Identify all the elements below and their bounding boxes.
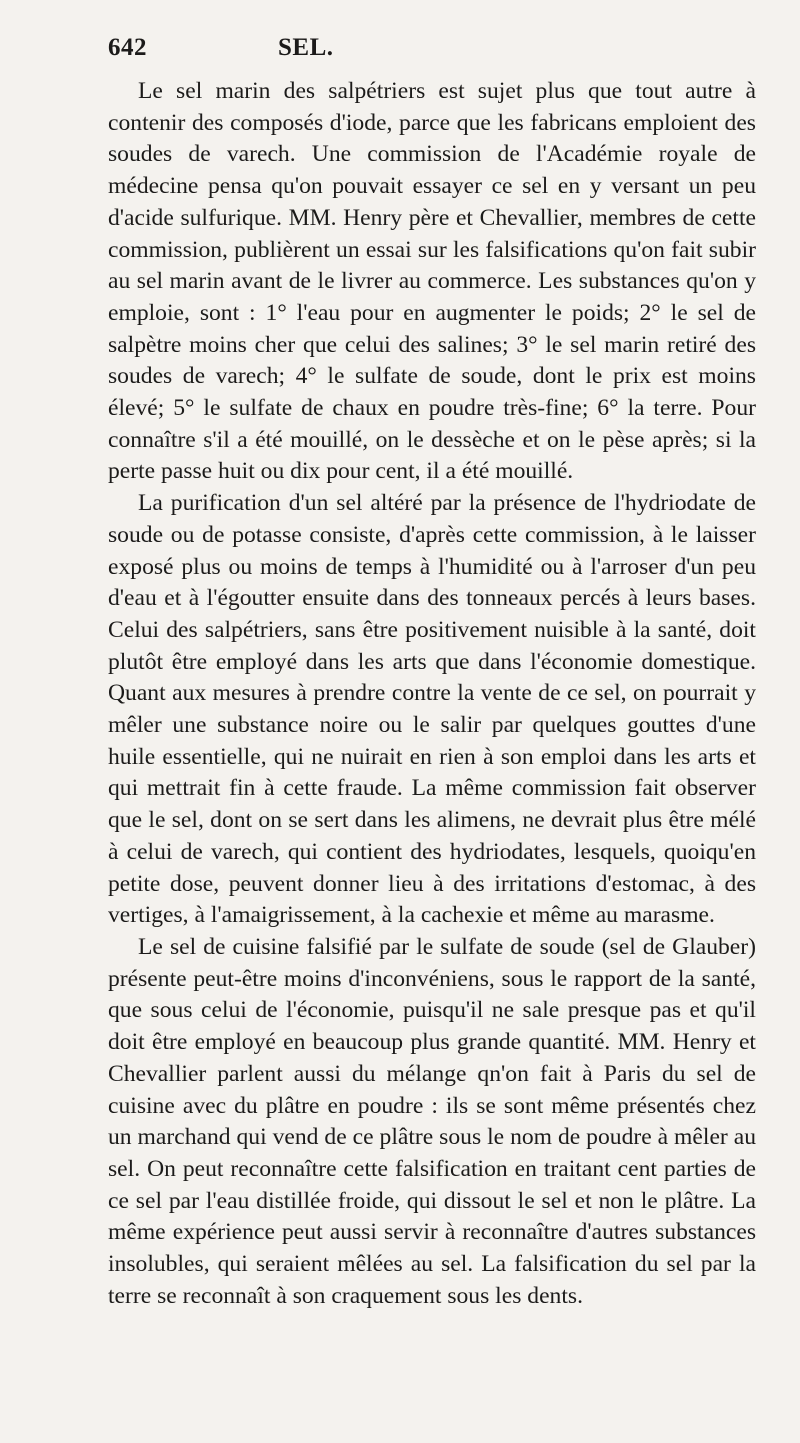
paragraph-falsifications: Le sel marin des salpétriers est sujet plus que tout autre à contenir des composés d'iode, parce que les fabricans emploient des soudes de varech. Une commission de l'Académie royale de médecine pensa qu'on pouvait essayer ce sel en y versant un peu d'acide sulfurique. MM. Henry père et Chevallier, membres de cette commission, publièrent un essai sur les falsifications qu'on fait subir au sel marin avant de le livrer au commerce. Les substances qu'on y emploie, sont : 1° l'eau pour en augmenter le poids; 2° le sel de salpètre moins cher que celui des salines; 3° le sel marin retiré des soudes de varech; 4° le sulfate de soude, dont le prix est moins élevé; 5° le sulfate de chaux en poudre très-fine; 6° la terre. Pour connaître s'il a été mouillé, on le dessèche et on le pèse après; si la perte passe huit ou dix pour cent, il a été mouillé. [108,78,756,485]
page-number: 642 [108,34,147,61]
paragraph-sel-de-glauber: Le sel de cuisine falsifié par le sulfate de soude (sel de Glauber) présente peut-être moins d'inconvéniens, sous le rapport de la santé, que sous celui de l'économie, puisqu'il ne sale presque pas et qu'il doit être employé en beaucoup plus grande quantité. MM. Henry et Chevallier parlent aussi du mélange qn'on fait à Paris du sel de cuisine avec du plâtre en poudre : ils se sont même présentés chez un marchand qui vend de ce plâtre sous le nom de poudre à mêler au sel. On peut reconnaître cette falsification en traitant cent parties de ce sel par l'eau distillée froide, qui dissout le sel et non le plâtre. La même expérience peut aussi servir à reconnaître d'autres substances insolubles, qui seraient mêlées au sel. La falsification du sel par la terre se reconnaît à son craquement sous les dents. [108,933,756,1309]
paragraph-purification: La purification d'un sel altéré par la présence de l'hydriodate de soude ou de potasse consiste, d'après cette commission, à le laisser exposé plus ou moins de temps à l'humidité ou à l'arroser d'un peu d'eau et à l'égoutter ensuite dans des tonneaux percés à leurs bases. Celui des salpétriers, sans être positivement nuisible à la santé, doit plutôt être employé dans les arts que dans l'économie domestique. Quant aux mesures à prendre contre la vente de ce sel, on pourrait y mêler une substance noire ou le salir par quelques gouttes d'une huile essentielle, qui ne nuirait en rien à son emploi dans les arts et qui mettrait fin à cette fraude. La même commission fait observer que le sel, dont on se sert dans les alimens, ne devrait plus être mélé à celui de varech, qui contient des hydriodates, lesquels, quoiqu'en petite dose, peuvent donner lieu à des irritations d'estomac, à des vertiges, à l'amaigrissement, à la cachexie et même au marasme. [108,490,756,929]
running-head [108,34,756,68]
page-title: SEL. [278,34,334,61]
body-text [108,76,756,1312]
